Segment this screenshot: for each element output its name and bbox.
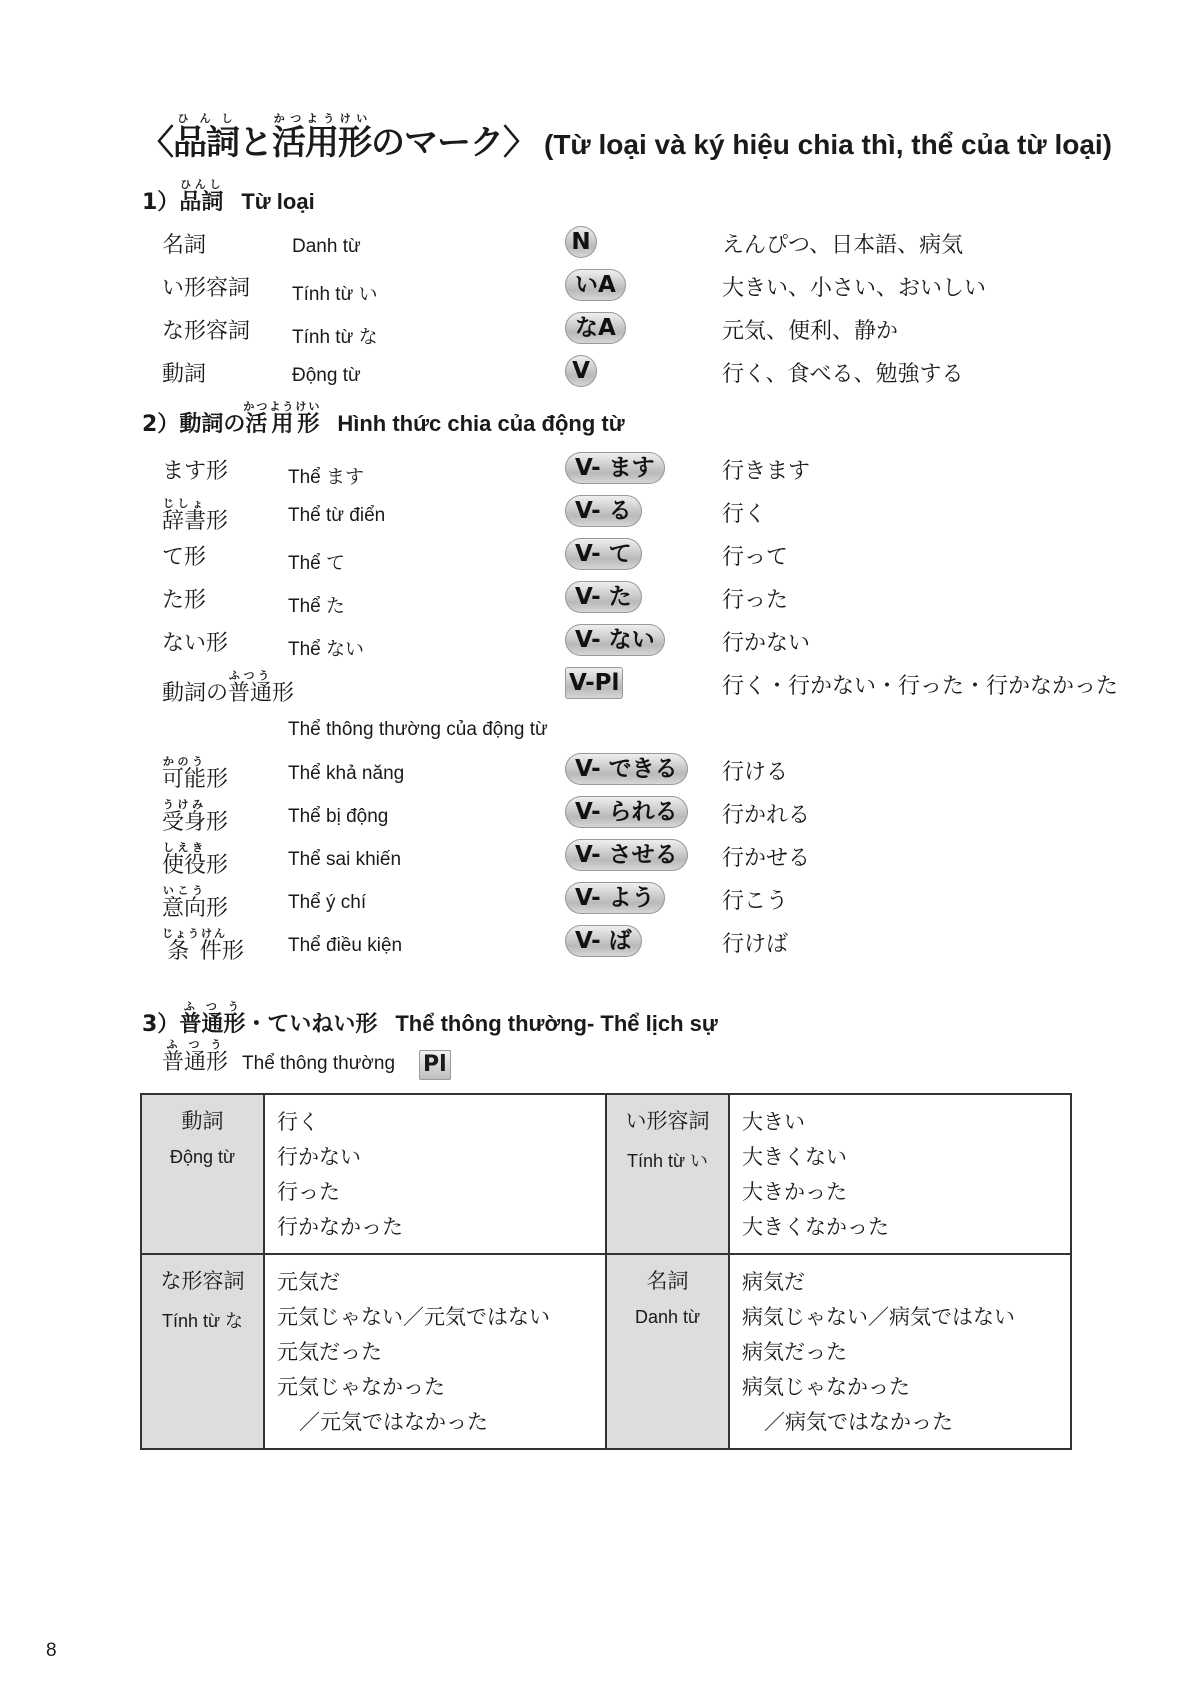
verb-form-vi: Thể thông thường của động từ [288,719,548,740]
verb-form-jp: 条件じょうけん形 [162,927,244,964]
pos-label-cell [141,1094,264,1254]
verb-form-example: 行かせる [722,846,811,871]
pos-vi: Danh từ [292,236,361,257]
page-title [140,112,1180,172]
pos-label-cell [141,1254,264,1449]
verb-form-example: 行かれる [722,803,811,828]
pos-example: 行く、食べる、勉強する [722,362,964,387]
pos-vi: Tính từ な [292,327,378,348]
section-3-heading: 3）普通形ふつう・ていねい形 Thể thông thường- Thể lịch sự [142,1000,718,1037]
page-number: 8 [46,1640,57,1661]
pos-row [0,355,1200,395]
plain-form-item: 行く [277,1110,319,1134]
verb-form-row [0,581,1200,621]
pos-row [0,269,1200,309]
pos-vi: Tính từ い [292,284,378,305]
plain-forms-cell [729,1254,1071,1449]
verb-form-example: 行く [722,502,767,527]
plain-form-item: 元気だ [277,1270,340,1294]
pos-label-jp: な形容詞 [160,1269,245,1293]
verb-form-vi: Thể ない [288,639,365,660]
verb-form-mark-badge: V-Pl [565,667,623,699]
plain-forms-cell [264,1254,606,1449]
table-row [141,1254,1071,1449]
verb-form-vi: Thể từ điển [288,505,386,526]
pos-row [0,312,1200,352]
plain-form-item: 大きい [742,1110,805,1134]
section-2-heading: 2）動詞の活用形かつようけいHình thức chia của động từ [142,400,625,437]
verb-form-jp: ます形 [162,459,229,484]
verb-form-example: 行けば [722,932,789,957]
plain-mark-badge: Pl [419,1050,451,1080]
pos-label-vi: Danh từ [634,1307,701,1327]
verb-form-row [0,667,1200,740]
pos-mark-badge: いA [565,269,626,301]
pos-jp: 名詞 [162,233,207,258]
verb-form-mark-badge: V- た [565,581,642,613]
plain-form-item: 行かなかった [277,1215,403,1239]
verb-form-mark-badge: V- て [565,538,642,570]
pos-label-jp: い形容詞 [625,1109,710,1133]
table-row [141,1094,1071,1254]
verb-form-jp: 意向いこう形 [162,884,229,921]
verb-form-example: 行って [722,545,789,570]
verb-form-row [0,839,1200,879]
plain-form-item: 元気じゃない／元気ではない [277,1305,550,1329]
pos-example: 元気、便利、静か [722,319,899,344]
verb-form-jp: て形 [162,545,207,570]
verb-form-jp: た形 [162,588,207,613]
pos-label-jp: 名詞 [646,1269,689,1293]
verb-form-vi: Thể sai khiến [288,849,402,870]
verb-form-row [0,882,1200,922]
verb-form-jp: 動詞の普通ふつう形 [162,669,295,706]
verb-form-mark-badge: V- させる [565,839,688,871]
plain-form-item: 病気じゃない／病気ではない [742,1305,1015,1329]
plain-form-item: 病気だ [742,1270,805,1294]
pos-label-vi: Động từ [169,1147,236,1167]
verb-form-row [0,452,1200,492]
verb-form-row [0,753,1200,793]
verb-form-vi: Thể て [288,553,346,574]
plain-form-item: 大きかった [742,1180,847,1204]
verb-form-vi: Thể bị động [288,806,389,827]
pos-mark-badge: N [565,226,597,258]
plain-form-item: 大きくない [742,1145,847,1169]
pos-jp: 動詞 [162,362,207,387]
pos-label-vi: Tính từ い [626,1151,709,1171]
verb-form-mark-badge: V- ます [565,452,665,484]
plain-form-item: 病気じゃなかった [742,1375,910,1399]
verb-form-jp: 可能かのう形 [162,755,229,792]
plain-form-line: 普通形ふつうThể thông thường Pl [162,1038,451,1080]
pos-label-vi: Tính từ な [161,1311,244,1331]
pos-label-cell [606,1254,729,1449]
verb-form-row [0,925,1200,965]
verb-form-mark-badge: V- る [565,495,642,527]
verb-form-row [0,624,1200,664]
verb-form-example: 行く・行かない・行った・行かなかった [722,674,1119,699]
pos-label-jp: 動詞 [181,1109,224,1133]
verb-form-jp: 辞書じしょ形 [162,497,229,534]
pos-row [0,226,1200,266]
verb-form-example: 行ける [722,760,789,785]
pos-example: 大きい、小さい、おいしい [722,276,987,301]
verb-form-mark-badge: V- ない [565,624,665,656]
verb-form-example: 行かない [722,631,811,656]
verb-form-example: 行こう [722,889,789,914]
verb-form-vi: Thể た [288,596,346,617]
section-1-heading: 1）品詞ひんしTừ loại [142,178,315,215]
pos-jp: い形容詞 [162,276,251,301]
title-vi: (Từ loại và ký hiệu chia thì, thể của từ loại) [544,129,1112,160]
verb-form-mark-badge: V- よう [565,882,665,914]
verb-form-jp: 使役しえき形 [162,841,229,878]
pos-example: えんぴつ、日本語、病気 [722,233,964,258]
title-jp: 〈品詞ひんしと活用形かつようけいのマーク〉 [140,112,536,163]
pos-label-cell [606,1094,729,1254]
plain-form-item: ／元気ではなかった [299,1410,488,1434]
verb-form-example: 行きます [722,459,811,484]
verb-form-row [0,538,1200,578]
verb-form-row [0,495,1200,535]
plain-form-item: 元気じゃなかった [277,1375,445,1399]
plain-form-item: ／病気ではなかった [764,1410,953,1434]
plain-form-item: 元気だった [277,1340,382,1364]
pos-jp: な形容詞 [162,319,251,344]
verb-form-vi: Thể ý chí [288,892,367,913]
plain-form-item: 行った [277,1180,340,1204]
verb-form-example: 行った [722,588,789,613]
verb-form-jp: ない形 [162,631,229,656]
verb-form-mark-badge: V- できる [565,753,688,785]
verb-form-mark-badge: V- ば [565,925,642,957]
pos-mark-badge: V [565,355,597,387]
verb-form-row [0,796,1200,836]
plain-form-item: 病気だった [742,1340,847,1364]
verb-form-jp: 受身うけみ形 [162,798,229,835]
plain-forms-cell [729,1094,1071,1254]
verb-form-vi: Thể khả năng [288,763,405,784]
plain-forms-table [140,1093,1072,1450]
plain-form-item: 行かない [277,1145,361,1169]
verb-form-vi: Thể điều kiện [288,935,403,956]
pos-mark-badge: なA [565,312,626,344]
verb-form-vi: Thể ます [288,467,365,488]
verb-form-mark-badge: V- られる [565,796,688,828]
plain-forms-cell [264,1094,606,1254]
pos-vi: Động từ [292,365,361,386]
plain-form-item: 大きくなかった [742,1215,889,1239]
